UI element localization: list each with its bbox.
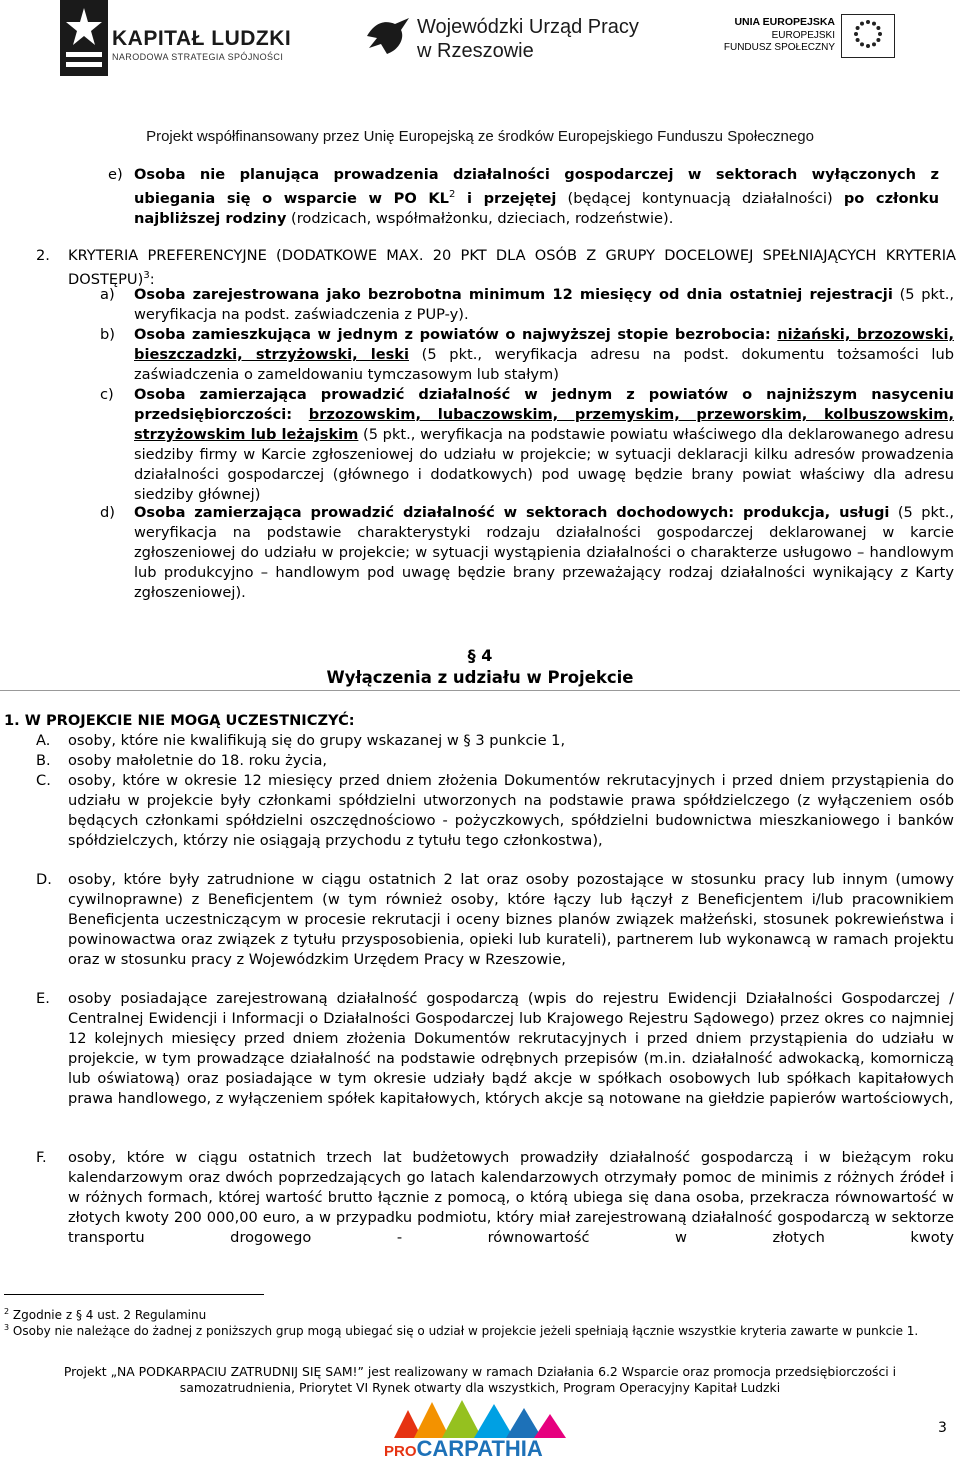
kapital-ludzki-subtitle: NARODOWA STRATEGIA SPÓJNOŚCI (112, 52, 284, 62)
logo-kapital-ludzki (60, 0, 310, 80)
item-a-text (134, 285, 954, 325)
footnote-2-text: Zgodnie z § 4 ust. 2 Regulaminu (9, 1308, 207, 1322)
item-c-text (134, 385, 954, 505)
footnote-3-text: Osoby nie należące do żadnej z poniższych grup mogą ubiegać się o udział w projekcie jeżeli spełniają łącznie wszystkie kryteria zawarte w punkcie 1. (9, 1324, 919, 1338)
item-e-normal-2: (rodzicach, współmałżonku, dzieciach, rodzeństwie). (286, 209, 674, 227)
item-b-text (134, 325, 954, 385)
footnote-divider (4, 1294, 264, 1295)
item-d-normal: (5 pkt., weryfikacja na podstawie charakterystyki rodzaju działalności gospodarczej deklarowanej w karcie zgłoszeniowej do udziału w projekcie; w sytuacji wystąpienia działalności o charakterze usługowo – handlowym lub produkcyjno – handlowym pod uwagę będzie brany przeważający rodzaj działalności wynikający z Karty zgłoszeniowej). (134, 504, 954, 601)
list-item-e-text: osoby posiadające zarejestrowaną działalność gospodarczą (wpis do rejestru Ewidencji Działalności Gospodarczej / Centralnej Ewidencji i Informacji o Działalności Gospodarczej lub Krajowego Rejestru Sądowego) przez okres co najmniej 12 kolejnych miesięcy przed dniem złożenia Dokumentów rekrutacyjnych i przed dniem przystąpienia do udziału w projekcie, w tym prowadzące działalność na podstawie odrębnych przepisów (m.in. działalność adwokacką, komorniczą lub oświatową) oraz posiadające w tym okresie udziały bądź akcje w spółkach osobowych lub spółkach kapitałowych prawa handlowego, z wyłączeniem spółek kapitałowych, których akcje są notowane na giełdzie papierów wartościowych, (68, 990, 954, 1107)
item-d-text (134, 503, 954, 603)
list-item-f-label: F. (36, 1149, 47, 1166)
item-c-underlined: brzozowskim, lubaczowskim, przemyskim, przeworskim, kolbuszowskim, strzyżowskim lub leżajskim (134, 406, 954, 443)
procarpathia-mountains-icon (380, 1398, 580, 1438)
list-item-a-text: osoby, które nie kwalifikują się do grupy wskazanej w § 3 punkcie 1, (68, 732, 566, 749)
item-d-bold: Osoba zamierzająca prowadzić działalność w sektorach dochodowych: produkcja, usługi (134, 504, 890, 521)
item-d-label: d) (100, 504, 115, 521)
item-a-bold: Osoba zarejestrowana jako bezrobotna minimum 12 miesięcy od dnia ostatniej rejestracji (134, 286, 893, 303)
footnote-3 (4, 1320, 924, 1340)
item-c-bold: Osoba zamierzająca prowadzić działalność w jednym z powiatów o najniższym nasyceniu przedsiębiorczości: (134, 386, 954, 423)
list-item-b-label: B. (36, 752, 51, 769)
wup-title: Wojewódzki Urząd Pracy (417, 16, 639, 38)
item-e-bold-1: Osoba nie planująca prowadzenia działalności gospodarczej w sektorach wyłączonych z ubiegania się o wsparcie w PO KL (134, 166, 939, 207)
list-item-c-text: osoby, które w okresie 12 miesięcy przed dniem złożenia Dokumentów rekrutacyjnych i przed dniem przystąpienia do udziału w projekcie były członkami spółdzielni utworzonych na podstawie prawa spółdzielczego (z wyłączeniem osób będących członkami spółdzielni oszczędnościowo - pożyczkowych, spółdzielni budownictwa mieszkaniowego i banków spółdzielczych, którzy nie osiągają przychodu z tytułu tego członkostwa), (68, 772, 954, 849)
ue-subtitle-2: FUNDUSZ SPOŁECZNY (723, 42, 835, 53)
section-4-title-divider (0, 690, 960, 691)
section-2-heading-text: KRYTERIA PREFERENCYJNE (DODATKOWE MAX. 20 PKT DLA OSÓB Z GRUPY DOCELOWEJ SPEŁNIAJĄCYCH KRYTERIA DOSTĘPU) (68, 247, 956, 288)
item-a-label: a) (100, 286, 115, 303)
logo-wup-rzeszow (365, 10, 645, 70)
item-b-bold: Osoba zamieszkująca w jednym z powiatów o najwyższej stopie bezrobocia: (134, 326, 778, 343)
item-e-bold-3: po członku najbliższej rodziny (134, 189, 939, 227)
section-4-title: Wyłączenia z udziału w Projekcie (326, 668, 634, 687)
ue-subtitle-1: EUROPEJSKI (771, 30, 835, 41)
item-b-normal: (5 pkt., weryfikacja adresu na podst. dokumentu tożsamości lub zaświadczenia o zameldowaniu tymczasowym lub stałym) (134, 346, 954, 383)
item-b-underlined: niżański, brzozowski, bieszczadzki, strzyżowski, leski (134, 326, 954, 363)
list-item-f-text: osoby, które w ciągu ostatnich trzech lat budżetowych prowadziły działalność gospodarczą i w bieżącym roku kalendarzowym oraz dwóch poprzedzających go latach kalendarzowych otrzymały pomoc de minimis z różnych źródeł i w różnych formach, której wartość brutto łącznie z pomocą, o którą ubiega się dana osoba, przekracza równowartość w złotych kwoty 200 000,00 euro, a w przypadku podmiotu, który miał zarejestrowaną działalność gospodarczą w sektorze transportu drogowego - równowartość w złotych kwoty (68, 1149, 954, 1246)
list-item-b-text: osoby małoletnie do 18. roku życia, (68, 752, 328, 769)
procarpathia-carpathia: CARPATHIA (416, 1436, 543, 1461)
cofinancing-note: Projekt współfinansowany przez Unię Europejską ze środków Europejskiego Funduszu Społecznego (146, 128, 814, 145)
item-e-bold-2: i przejętej (455, 189, 557, 207)
footer-line-2: samozatrudnienia, Priorytet VI Rynek otwarty dla wszystkich, Program Operacyjny Kapitał Ludzki (179, 1380, 781, 1395)
logo-unia-europejska (725, 12, 895, 72)
footnote-ref-2: 2 (448, 189, 456, 200)
footnote-2-num: 2 (4, 1307, 10, 1316)
section-2-heading (68, 246, 956, 290)
section-4-subheading: 1. W PROJEKCIE NIE MOGĄ UCZESTNICZYĆ: (4, 712, 355, 729)
procarpathia-text (384, 1436, 543, 1462)
list-item-d-text: osoby, które były zatrudnione w ciągu ostatnich 2 lat oraz osoby pozostające w stosunku pracy lub innym (umowy cywilnoprawne) z Beneficjentem (w tym również osoby, które łączy lub łączył z Beneficjentem i/lub pracownikiem Beneficjenta uczestniczącym w procesie rekrutacji i oceny biznes planów związek małżeński, stosunek pokrewieństwa i powinowactwa oraz związek z tytułu przysposobienia, opieki lub kurateli), partnerem lub wykonawcą w ramach projektu oraz w stosunku pracy z Wojewódzkim Urzędem Pracy w Rzeszowie, (68, 871, 954, 968)
footnote-3-num: 3 (4, 1323, 10, 1332)
footer-line-1: Projekt „NA PODKARPACIU ZATRUDNIJ SIĘ SAM!” jest realizowany w ramach Działania 6.2 Wsparcie oraz promocja przedsiębiorczości i (63, 1364, 897, 1379)
ue-title: UNIA EUROPEJSKA (734, 16, 835, 28)
page-number: 3 (938, 1420, 947, 1436)
list-item-c-label: C. (36, 772, 51, 789)
list-item-a-label: A. (36, 732, 51, 749)
item-e-text (134, 165, 939, 229)
wup-subtitle: w Rzeszowie (417, 40, 534, 62)
item-e-label: e) (108, 166, 123, 183)
wup-bird-icon (365, 14, 411, 60)
section-2-number: 2. (36, 247, 50, 264)
logo-procarpathia (380, 1398, 580, 1462)
item-c-normal: (5 pkt., weryfikacja na podstawie powiatu właściwego dla deklarowanego adresu siedziby firmy w Karcie zgłoszeniowej do udziału w projekcie; w sytuacji deklaracji kilku adresów prowadzenia działalności gospodarczej (głównego i dodatkowych) pod uwagę będzie brany powiat właściwy dla adresu siedziby głównej) (134, 426, 954, 503)
eu-flag-icon (841, 14, 895, 58)
item-b-label: b) (100, 326, 115, 343)
list-item-d-label: D. (36, 871, 52, 888)
item-c-label: c) (100, 386, 114, 403)
item-e-normal-1: (będącej kontynuacją działalności) (556, 189, 844, 207)
procarpathia-pro: PRO (384, 1443, 417, 1460)
kapital-ludzki-emblem (60, 0, 108, 76)
section-4-symbol: § 4 (467, 646, 493, 665)
kapital-ludzki-title: KAPITAŁ LUDZKI (112, 27, 292, 50)
list-item-e-label: E. (36, 990, 50, 1007)
section-2-heading-end: : (149, 270, 155, 288)
item-a-normal: (5 pkt., weryfikacja na podst. zaświadczenia z PUP-y). (134, 286, 954, 323)
footnote-ref-3: 3 (143, 270, 150, 281)
